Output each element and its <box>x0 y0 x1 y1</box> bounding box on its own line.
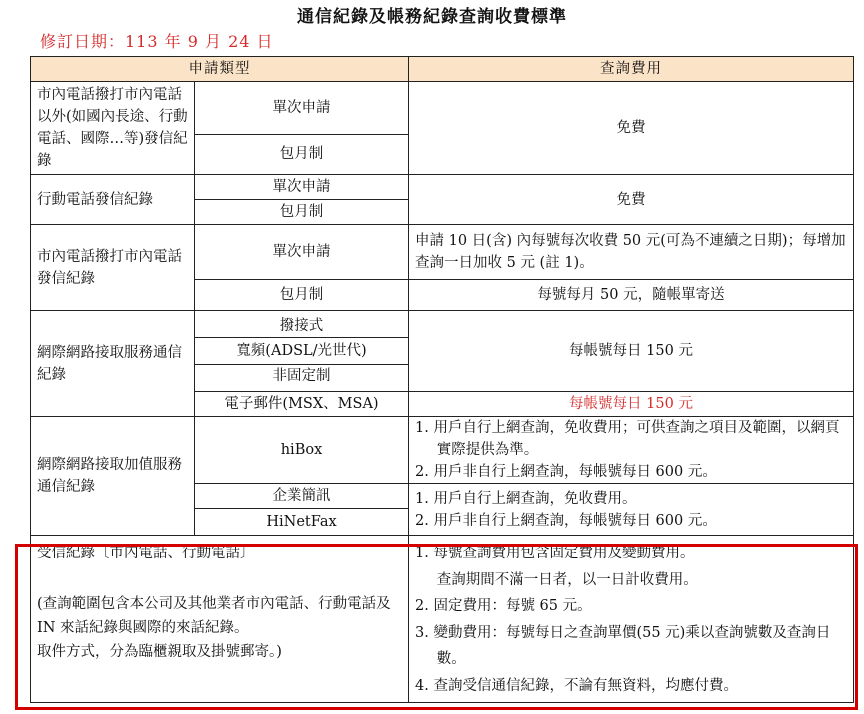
service-hinetfax: HiNetFax <box>266 514 337 530</box>
fee-free: 免費 <box>409 175 854 225</box>
table-row <box>31 417 854 484</box>
apply-monthly: 包月制 <box>195 280 409 311</box>
table-row <box>31 311 854 392</box>
table-row <box>31 175 854 200</box>
fee-monthly-local: 每號每月 50 元，隨帳單寄送 <box>409 280 854 311</box>
fee-incoming-4: 4. 查詢受信通信紀錄，不論有無資料，均應付費。 <box>415 677 738 694</box>
category-local-outgoing-other: 市內電話撥打市內電話以外(如國內長途、行動電話、國際…等)發信紀錄 <box>31 82 195 175</box>
revision-date: 修訂日期：113 年 9 月 24 日 <box>40 32 274 51</box>
service-sms-fax <box>195 484 409 536</box>
header-fee: 查詢費用 <box>409 57 854 82</box>
service-sms: 企業簡訊 <box>195 484 408 509</box>
incoming-scope: (查詢範圍包含本公司及其他業者市內電話、行動電話及 IN 來話紀錄與國際的來話紀錄。 <box>37 596 391 636</box>
fee-incoming <box>409 536 854 703</box>
category-value-added: 網際網路接取加值服務通信紀錄 <box>31 417 195 536</box>
fee-incoming-1: 1. 每號查詢費用包含固定費用及變動費用。 <box>415 545 695 561</box>
access-broadband: 寬頻(ADSL/光世代) <box>195 337 408 365</box>
category-local-outgoing-local: 市內電話撥打市內電話發信紀錄 <box>31 225 195 311</box>
incoming-pickup: 取件方式，分為臨櫃親取及掛號郵寄。) <box>37 644 282 660</box>
fee-free: 免費 <box>409 82 854 175</box>
header-type: 申請類型 <box>31 57 409 82</box>
fee-sms-2: 2. 用戶非自行上網查詢，每帳號每日 600 元。 <box>415 512 717 529</box>
apply-single: 單次申請 <box>195 82 409 135</box>
fee-hibox-1: 1. 用戶自行上網查詢，免收費用；可供查詢之項目及範圍，以網頁實際提供為準。 <box>415 420 840 458</box>
fee-table <box>30 56 854 703</box>
category-mobile-outgoing: 行動電話發信紀錄 <box>31 175 195 225</box>
table-row <box>31 82 854 135</box>
fee-incoming-1b: 查詢期間不滿一日者，以一日計收費用。 <box>436 571 698 588</box>
fee-sms <box>409 484 854 536</box>
fee-access: 每帳號每日 150 元 <box>409 311 854 392</box>
access-email: 電子郵件(MSX、MSA) <box>195 392 409 417</box>
apply-single: 單次申請 <box>195 225 409 280</box>
fee-hibox <box>409 417 854 484</box>
apply-single: 單次申請 <box>195 175 409 200</box>
incoming-title: 受信紀錄〔市內電話、行動電話〕 <box>37 545 255 561</box>
table-header-row <box>31 57 854 82</box>
access-types <box>195 311 409 392</box>
fee-hibox-2: 2. 用戶非自行上網查詢，每帳號每日 600 元。 <box>415 464 717 480</box>
access-dialup: 撥接式 <box>279 318 324 334</box>
fee-sms-1: 1. 用戶自行上網查詢，免收費用。 <box>415 490 637 507</box>
apply-monthly: 包月制 <box>195 200 409 225</box>
table-row <box>31 536 854 703</box>
fee-incoming-2: 2. 固定費用：每號 65 元。 <box>415 598 592 614</box>
table-row <box>31 225 854 280</box>
access-nonfixed: 非固定制 <box>272 368 331 384</box>
apply-monthly: 包月制 <box>195 134 409 174</box>
fee-single-local: 申請 10 日(含) 內每號每次收費 50 元(可為不連續之日期)；每增加查詢一日加收 5 元 (註 1)。 <box>409 225 854 280</box>
category-incoming <box>31 536 409 703</box>
fee-incoming-3: 3. 變動費用：每號每日之查詢單價(55 元)乘以查詢號數及查詢日數。 <box>415 624 831 667</box>
page-title: 通信紀錄及帳務紀錄查詢收費標準 <box>297 7 567 27</box>
service-hibox: hiBox <box>195 417 409 484</box>
fee-email: 每帳號每日 150 元 <box>409 392 854 417</box>
category-internet-access: 網際網路接取服務通信紀錄 <box>31 311 195 417</box>
